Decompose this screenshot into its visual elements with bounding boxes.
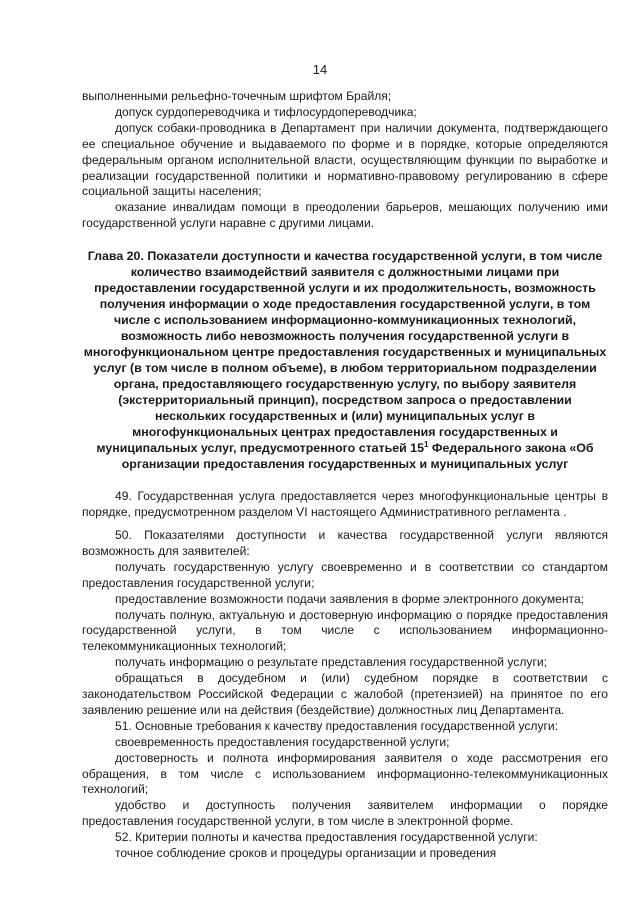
paragraph: получать полную, актуальную и достоверную информацию о порядке предоставления государственной услуги, в том числе с использованием информационно-телекоммуникационных технологий; <box>82 607 608 654</box>
page-number: 14 <box>312 62 328 77</box>
bottom-paragraphs <box>82 489 608 862</box>
paragraph: допуск собаки-проводника в Департамент при наличии документа, подтверждающего ее специальное обучение и выдаваемого по форме и в порядке, которые определяются федеральным органом исполнительной власти, осуществляющим функции по выработке и реализации государственной политики и нормативно-правовому регулированию в сфере социальной защиты населения; <box>82 120 608 199</box>
document-body <box>82 89 608 862</box>
paragraph: своевременность предоставления государственной услуги; <box>115 734 450 749</box>
paragraph: обращаться в досудебном и (или) судебном порядке в соответствии с законодательством Российской Федерации с жалобой (претензией) на принятое по его заявлению решение или на действия (бездействие) должностных лиц Департамента. <box>82 671 608 717</box>
superscript-footnote: 1 <box>423 440 429 450</box>
paragraph: 49. Государственная услуга предоставляется через многофункциональные центры в порядке, предусмотренном разделом VI настоящего Административного регламента . <box>82 489 608 520</box>
top-paragraphs <box>82 89 608 232</box>
paragraph: выполненными рельефно-точечным шрифтом Брайля; <box>82 89 392 103</box>
chapter-heading-text-end: Федерального закона «Об организации предоставления государственных и муниципальных услуг <box>121 441 594 472</box>
paragraph: получать государственную услугу своевременно и в соответствии со стандартом предоставления государственной услуги; <box>82 559 608 590</box>
paragraph: 52. Критерии полноты и качества предоставления государственной услуги: <box>115 830 538 845</box>
paragraph: точное соблюдение сроков и процедуры организации и проведения <box>115 846 497 861</box>
paragraph: удобство и доступность получения заявителем информации о порядке предоставления государственной услуги, в том числе в электронной форме. <box>82 798 608 829</box>
paragraph: предоставление возможности подачи заявления в форме электронного документа; <box>115 591 585 606</box>
paragraph: допуск сурдопереводчика и тифлосурдопереводчика; <box>115 104 417 119</box>
paragraph: оказание инвалидам помощи в преодолении барьеров, мешающих получению ими государственной услуги наравне с другими лицами. <box>82 200 608 231</box>
paragraph: 50. Показателями доступности и качества государственной услуги являются возможность для заявителей: <box>82 527 608 558</box>
paragraph: 51. Основные требования к качеству предоставления государственной услуги: <box>115 718 559 733</box>
chapter-heading-text: Глава 20. Показатели доступности и качества государственной услуги, в том числе количество взаимодействий заявителя с должностными лицами при предоставлении государственной услуги и их продолжительность, возможность получения информации о ходе предоставления государственной услуги, в том числе с использованием информационно-коммуникационных технологий, возможность либо невозможность получения государственной услуги в многофункциональном центре предоставления государственных и муниципальных услуг (в том числе в полном объеме), в любом территориальном подразделении органа, предоставляющего государственную услугу, по выбору заявителя (экстерриториальный принцип), посредством запроса о предоставлении нескольких государственных и (или) муниципальных услуг в многофункциональных центрах предоставления государственных и муниципальных услуг, предусмотренного статьей 15 <box>83 249 607 456</box>
chapter-heading <box>82 248 608 472</box>
paragraph: получать информацию о результате представления государственной услуги; <box>115 655 547 670</box>
paragraph: достоверность и полнота информирования заявителя о ходе рассмотрения его обращения, в том числе с использованием информационно-телекоммуникационных технологий; <box>82 750 608 797</box>
